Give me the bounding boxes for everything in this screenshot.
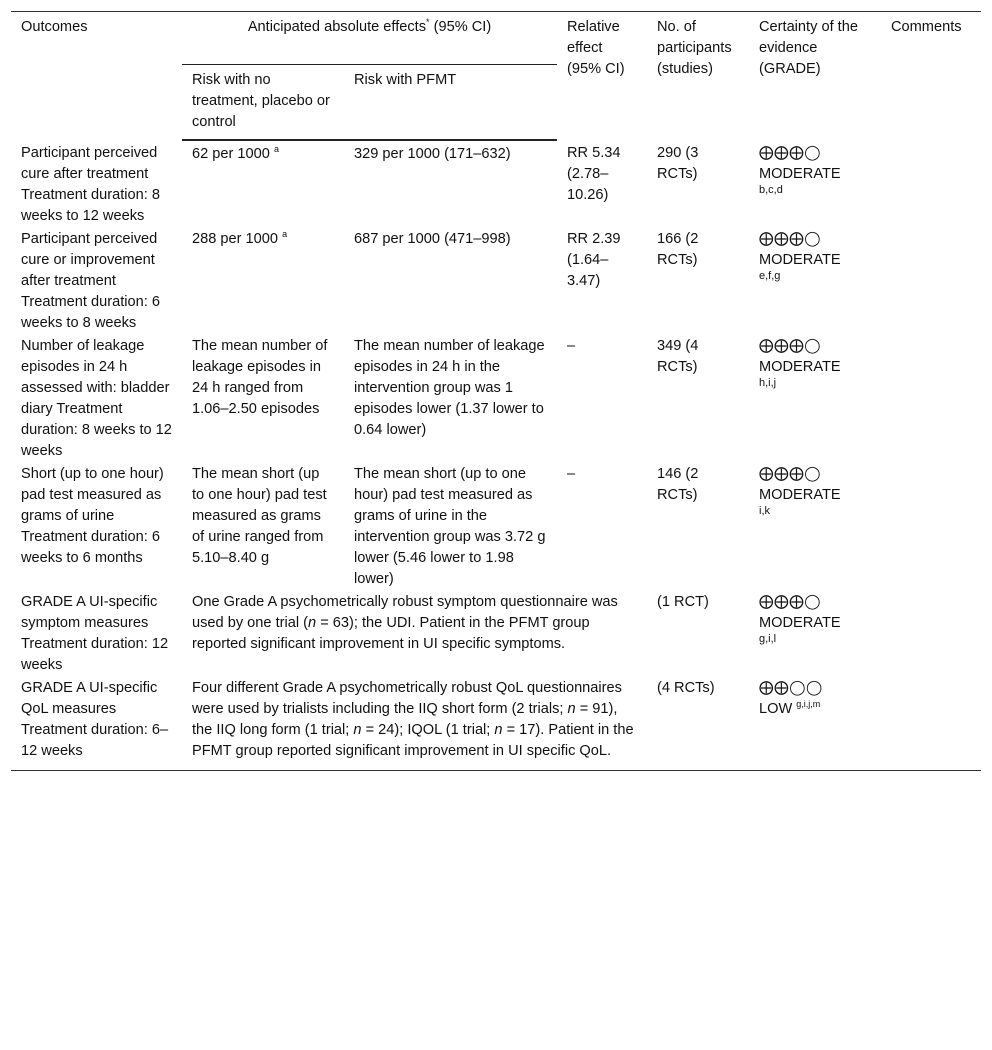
table-row [11, 462, 981, 590]
certainty-cell: ⨁⨁⨁◯ MODERATE h,i,j [759, 338, 841, 389]
grade-symbols-icon: ⨁⨁⨁◯ [759, 338, 822, 354]
header-participants: No. of participants (studies) [657, 19, 732, 77]
comments-cell [881, 462, 981, 590]
risk-control-cell: The mean number of leakage episodes in 24 h ranged from 1.06–2.50 episodes [192, 338, 328, 417]
risk-pfmt-cell: The mean number of leakage episodes in 24 h in the intervention group was 1 episodes lower (1.37 lower to 0.64 lower) [354, 338, 545, 438]
outcome-cell: GRADE A UI-specific QoL measures Treatment duration: 6–12 weeks [11, 676, 182, 771]
risk-control-cell: 288 per 1000 $^a$ [192, 229, 288, 247]
comments-cell [881, 590, 981, 676]
risk-control-cell: The mean short (up to one hour) pad test measured as grams of urine ranged from 5.10–8.40 g [192, 466, 327, 566]
table-row [11, 676, 981, 771]
evidence-table-container [11, 11, 981, 771]
comments-cell [881, 140, 981, 227]
risk-pfmt-cell: The mean short (up to one hour) pad test measured as grams of urine in the intervention group was 3.72 g lower (5.46 lower to 1.98 lower) [354, 466, 546, 587]
table-row [11, 590, 981, 676]
merged-effect-cell: One Grade A psychometrically robust symptom questionnaire was used by one trial (n = 63); the UDI. Patient in the PFMT group reported significant improvement in UI specific symptoms. [192, 594, 618, 652]
table-body [11, 140, 981, 771]
outcome-cell: Participant perceived cure after treatment Treatment duration: 8 weeks to 12 weeks [21, 145, 160, 224]
certainty-cell: ⨁⨁◯◯ LOW $^{g,i,j,m}$ [749, 676, 881, 771]
header-risk-control: Risk with no treatment, placebo or control [182, 65, 344, 141]
comments-cell [881, 334, 981, 462]
table-row [11, 227, 981, 334]
participants-cell: 290 (3 RCTs) [657, 145, 699, 182]
table-row [11, 334, 981, 462]
outcome-cell: GRADE A UI-specific symptom measures Treatment duration: 12 weeks [21, 594, 169, 673]
merged-effect-cell: Four different Grade A psychometrically robust QoL questionnaires were used by trialists including the IIQ short form (2 trials; n = 91), the IIQ long form (1 trial; n = 24); IQOL (1 trial; n = 17). Patient in the PFMT group reported significant improvement in UI specific QoL. [182, 676, 647, 771]
certainty-cell: ⨁⨁⨁◯ MODERATE e,f,g [759, 231, 841, 282]
risk-control-cell: 62 per 1000 $^a$ [192, 144, 279, 162]
header-anticipated-effects: Anticipated absolute effects* (95% CI) [182, 12, 557, 65]
grade-symbols-icon: ⨁⨁◯◯ [759, 680, 823, 696]
comments-cell [881, 227, 981, 334]
header-outcomes: Outcomes [21, 19, 88, 35]
relative-effect-cell: – [567, 338, 576, 354]
summary-of-findings-table [11, 11, 981, 771]
relative-effect-cell: RR 2.39 (1.64–3.47) [567, 231, 621, 289]
participants-cell: (4 RCTs) [647, 676, 749, 771]
outcome-cell: Participant perceived cure or improvement after treatment Treatment duration: 6 weeks to 8 weeks [21, 231, 160, 331]
participants-cell: 166 (2 RCTs) [657, 231, 699, 268]
relative-effect-cell: – [567, 466, 576, 482]
participants-cell: 146 (2 RCTs) [657, 466, 699, 503]
grade-symbols-icon: ⨁⨁⨁◯ [759, 145, 822, 161]
relative-effect-cell: RR 5.34 (2.78–10.26) [567, 145, 621, 203]
risk-pfmt-cell: 329 per 1000 (171–632) [354, 146, 511, 162]
outcome-cell: Short (up to one hour) pad test measured as grams of urine Treatment duration: 6 weeks to 6 months [21, 466, 164, 566]
grade-symbols-icon: ⨁⨁⨁◯ [759, 231, 822, 247]
header-comments: Comments [891, 19, 962, 35]
header-certainty: Certainty of the evidence (GRADE) [759, 19, 858, 77]
risk-pfmt-cell: 687 per 1000 (471–998) [354, 231, 511, 247]
participants-cell: (1 RCT) [657, 594, 709, 610]
participants-cell: 349 (4 RCTs) [657, 338, 699, 375]
outcome-cell: Number of leakage episodes in 24 h assessed with: bladder diary Treatment duration: 8 weeks to 12 weeks [21, 338, 172, 459]
header-risk-pfmt: Risk with PFMT [344, 65, 557, 141]
certainty-cell: ⨁⨁⨁◯ MODERATE b,c,d [759, 145, 841, 196]
header-relative-effect: Relative effect (95% CI) [567, 19, 625, 77]
grade-symbols-icon: ⨁⨁⨁◯ [759, 466, 822, 482]
certainty-cell: ⨁⨁⨁◯ MODERATE g,i,l [759, 594, 841, 645]
grade-symbols-icon: ⨁⨁⨁◯ [759, 594, 822, 610]
table-row [11, 140, 981, 227]
table-header [11, 12, 981, 141]
comments-cell [881, 676, 981, 771]
certainty-cell: ⨁⨁⨁◯ MODERATE i,k [759, 466, 841, 517]
